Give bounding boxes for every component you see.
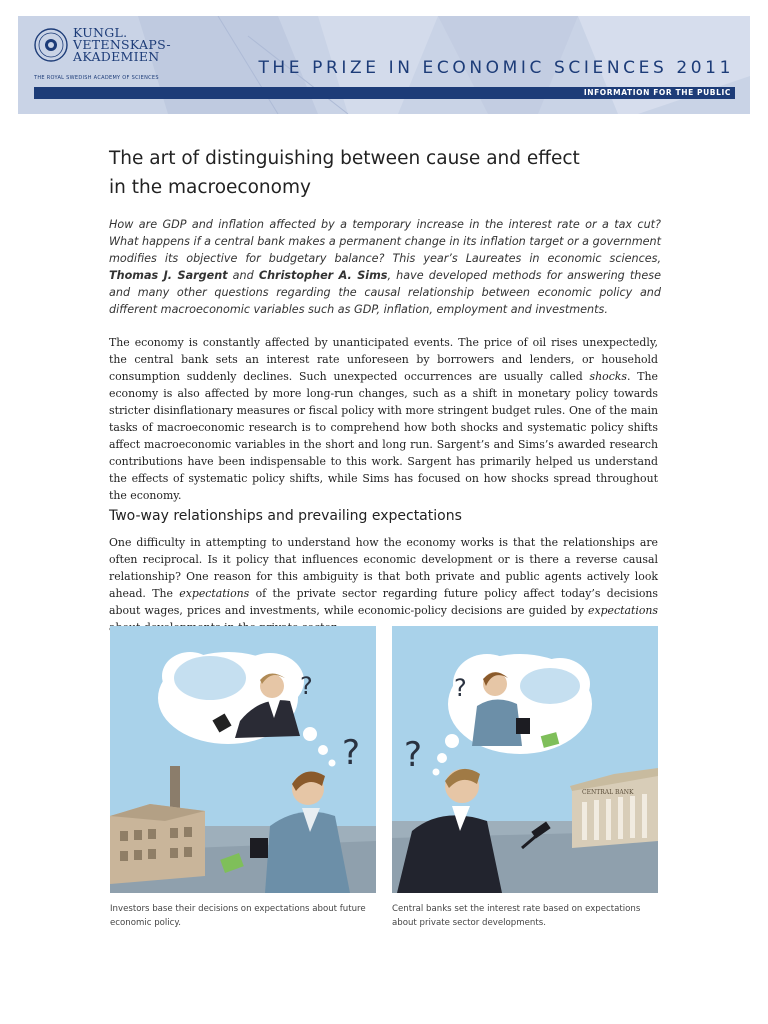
bank-sign: CENTRAL BANK [582,789,634,796]
info-bar [34,87,735,99]
p1-text-1: The economy is constantly affected by unanticipated events. The price of oil rises unexpectedly, the central bank sets an interest rate unforeseen by borrowers and lenders, or household consumption suddenly declines. Such unexpected occurrences are usually called [109,336,658,383]
figure-caption-left: Investors base their decisions on expectations about future economic policy. [110,904,366,928]
academy-logo-text [73,27,171,63]
intro-text-2: , have developed methods for answering these and many other questions regarding the causal relationship between economic policy and different macroeconomic variables such as GDP, inflation, employment and investments. [109,269,661,316]
title-line-1: The art of distinguishing between cause and effect [109,148,580,169]
question-mark-2: ? [404,735,423,775]
bubble-investor-shape [472,699,522,746]
body-paragraph-1 [109,334,658,504]
logo-line-1: KUNGL. [73,25,128,40]
p2-emphasis-1: expectations [179,587,250,600]
article-title [109,144,649,202]
laureate-name-sims: Christopher A. Sims [258,269,388,282]
p2-emphasis-2: expectations [588,604,658,617]
laureate-name-sargent: Thomas J. Sargent [109,269,228,282]
illustration-central-bank [392,626,658,893]
academy-logo-subtitle: THE ROYAL SWEDISH ACADEMY OF SCIENCES [34,75,159,81]
p1-text-2: . The economy is also affected by more long-run changes, such as a shift in monetary policy towards stricter disinflationary measures or fiscal policy with more stringent budget rules. One of the main tasks of macroeconomic research is to comprehend how both shocks and systematic policy shifts affect macroeconomic variables in the short and long run. Sargent’s and Sims’s awarded research contributions have been indispensable to this work. Sargent has primarily helped us understand the effects of systematic policy shifts, while Sims has focused on how shocks spread throughout the economy. [109,370,658,502]
logo-line-2: VETENSKAPS- [73,37,171,52]
figure-caption-right: Central banks set the interest rate based on expectations about private sector developments. [392,904,641,928]
central-bank-scene [392,626,658,893]
intro-paragraph [109,216,661,318]
header-banner [18,16,750,114]
intro-text-1: How are GDP and inflation affected by a temporary increase in the interest rate or a tax cut? What happens if a central bank makes a permanent change in its inflation target or a government modifies its objective for budgetary balance? This year’s Laureates in economic sciences, [109,218,661,265]
question-mark-2: ? [342,733,361,773]
illustration-investors [110,626,376,893]
body-paragraph-2 [109,534,658,636]
section-subheading: Two-way relationships and prevailing expectations [109,508,462,524]
p2-text-1: One difficulty in attempting to understand how the economy works is that the relationships are often reciprocal. Is it policy that influences economic development or is there a reverse causal relationship? One reason for this ambiguity is that both private and public agents actively look ahead. The [109,536,658,600]
p2-text-2: of the private sector regarding future policy affect today’s decisions about wages, prices and investments, while economic-policy decisions are guided by [109,587,658,617]
question-mark-1: ? [300,672,313,700]
p1-emphasis: shocks [589,370,627,383]
academy-seal-icon [34,28,68,62]
info-label: INFORMATION FOR THE PUBLIC [583,88,731,97]
logo-line-3: AKADEMIEN [73,49,160,64]
chimney-shape [170,766,180,811]
title-line-2: in the macroeconomy [109,177,311,198]
intro-and: and [227,269,259,282]
question-mark-1: ? [454,674,467,702]
investors-scene [110,626,376,893]
prize-title: THE PRIZE IN ECONOMIC SCIENCES 2011 [258,58,734,78]
